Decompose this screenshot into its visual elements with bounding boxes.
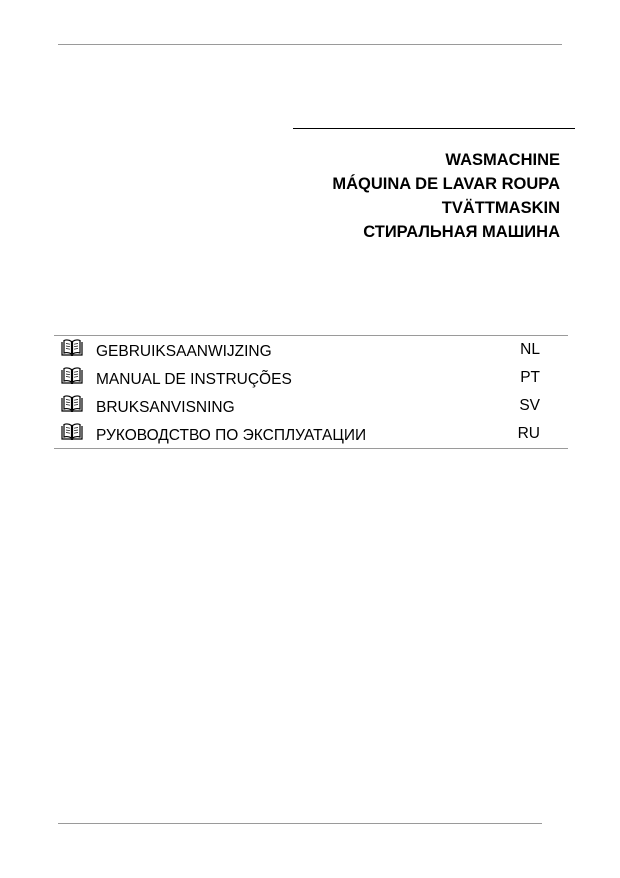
- manual-label-pt: MANUAL DE INSTRUÇÕES: [96, 371, 292, 388]
- bottom-divider: [58, 823, 542, 824]
- manual-label-ru: РУКОВОДСТВО ПО ЭКСПЛУАТАЦИИ: [96, 427, 367, 444]
- manual-row-sv: [54, 392, 568, 420]
- title-portuguese: MÁQUINA DE LAVAR ROUPA: [332, 175, 560, 193]
- title-divider: [293, 128, 575, 129]
- language-code-ru: RU: [517, 425, 540, 442]
- title-dutch: WASMACHINE: [445, 151, 560, 169]
- book-icon: [61, 367, 83, 384]
- language-manual-list: [54, 335, 568, 449]
- manual-row-ru: [54, 420, 568, 448]
- top-divider: [58, 44, 562, 45]
- manual-label-sv: BRUKSANVISNING: [96, 399, 235, 416]
- manual-row-nl: [54, 336, 568, 364]
- book-icon: [61, 423, 83, 440]
- title-swedish: TVÄTTMASKIN: [441, 199, 560, 217]
- product-title-block: [332, 148, 560, 244]
- book-icon: [61, 395, 83, 412]
- manual-row-pt: [54, 364, 568, 392]
- language-code-sv: SV: [519, 397, 540, 414]
- book-icon: [61, 339, 83, 356]
- manual-label-nl: GEBRUIKSAANWIJZING: [96, 343, 272, 360]
- language-code-nl: NL: [520, 341, 540, 358]
- language-code-pt: PT: [520, 369, 540, 386]
- title-russian: СТИРАЛЬНАЯ МАШИНА: [363, 223, 560, 241]
